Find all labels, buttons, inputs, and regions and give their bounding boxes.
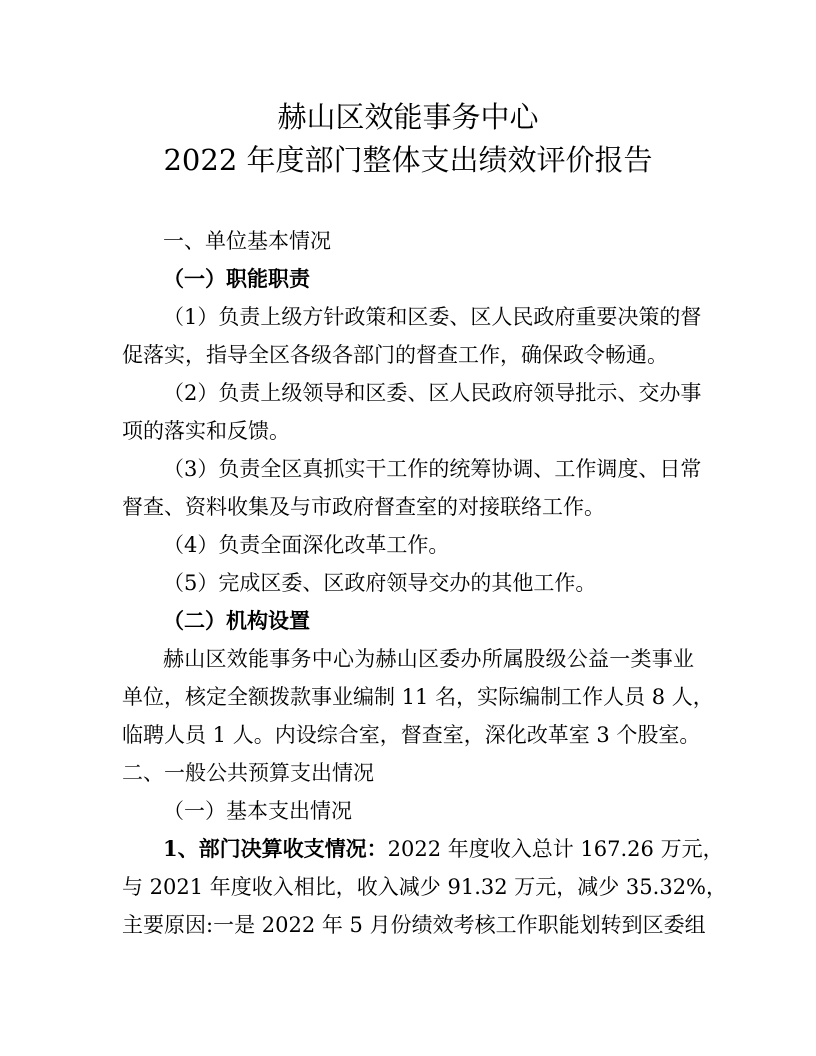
body-line: 促落实，指导全区各级各部门的督查工作，确保政令畅通。 [122,343,668,367]
body-line: （1）负责上级方针政策和区委、区人民政府重要决策的督 [163,305,702,329]
body-line: 与 2021 年度收入相比，收入减少 91.32 万元，减少 35.32%， [122,875,728,899]
body-line: （5）完成区委、区政府领导交办的其他工作。 [163,571,597,595]
budget-summary-text: 2022 年度收入总计 167.26 万元， [387,837,724,861]
body-line: 主要原因:一是 2022 年 5 月份绩效考核工作职能划转到区委组 [122,913,706,937]
subsection-heading-basic-expenditure: （一）基本支出情况 [163,799,352,823]
document-title-line-2: 2022 年度部门整体支出绩效评价报告 [163,143,653,177]
section-heading-basic-info: 一、单位基本情况 [163,229,331,253]
body-line: 单位，核定全额拨款事业编制 11 名，实际编制工作人员 8 人， [122,685,714,709]
budget-summary-heading: 1、部门决算收支情况： [163,836,388,861]
body-line: 项的落实和反馈。 [122,419,290,443]
body-line: （3）负责全区真抓实干工作的统筹协调、工作调度、日常 [163,457,702,481]
subsection-heading-functions: （一）职能职责 [163,266,310,291]
body-line: （4）负责全面深化改革工作。 [163,533,450,557]
body-line: 赫山区效能事务中心为赫山区委办所属股级公益一类事业 [163,647,694,671]
body-line: 督查、资料收集及与市政府督查室的对接联络工作。 [122,495,605,519]
section-heading-budget: 二、一般公共预算支出情况 [122,761,374,785]
subsection-heading-organization: （二）机构设置 [163,608,310,633]
body-line: （2）负责上级领导和区委、区人民政府领导批示、交办事 [163,381,702,405]
document-title-line-1: 赫山区效能事务中心 [277,100,539,134]
body-line: 临聘人员 1 人。内设综合室，督查室，深化改革室 3 个股室。 [122,723,701,747]
paragraph-budget-summary [163,834,724,864]
